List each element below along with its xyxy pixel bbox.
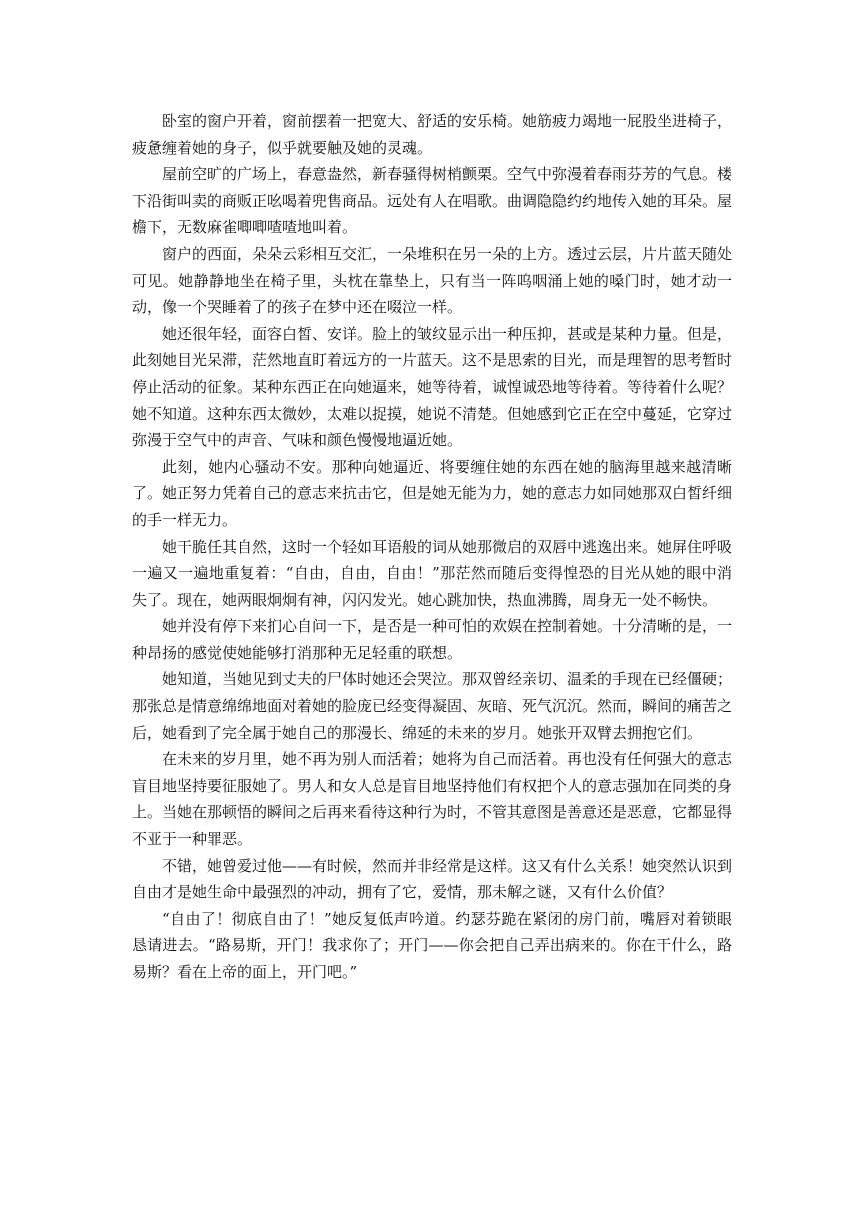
paragraph-2: 屋前空旷的广场上，春意盎然，新春骚得树梢颤栗。空气中弥漫着春雨芬芳的气息。楼下沿街叫卖的商贩正吆喝着兜售商品。远处有人在唱歌。曲调隐隐约约地传入她的耳朵。屋檐下，无数麻雀唧唧喳喳地叫着。 bbox=[132, 165, 733, 237]
paragraph-4: 她还很年轻，面容白皙、安详。脸上的皱纹显示出一种压抑，甚或是某种力量。但是，此刻她目光呆滞，茫然地直盯着远方的一片蓝天。这不是思索的目光，而是理智的思考暂时停止活动的征象。某种东西正在向她逼来，她等待着，诚惶诚恐地等待着。等待着什么呢？她不知道。这种东西太微妙，太难以捉摸，她说不清楚。但她感到它正在空中蔓延，它穿过弥漫于空气中的声音、气味和颜色慢慢地逼近她。 bbox=[132, 324, 733, 450]
paragraph-10: 不错，她曾爱过他——有时候，然而并非经常是这样。这又有什么关系！她突然认识到自由才是她生命中最强烈的冲动，拥有了它，爱情，那未解之谜，又有什么价值？ bbox=[132, 856, 733, 902]
paragraph-6: 她干脆任其自然，这时一个轻如耳语般的词从她那微启的双唇中逃逸出来。她屏住呼吸一遍又一遍地重复着：“自由，自由，自由！”那茫然而随后变得惶恐的目光从她的眼中消失了。现在，她两眼炯炯有神，闪闪发光。她心跳加快，热血沸腾，周身无一处不畅快。 bbox=[132, 537, 733, 609]
paragraph-11: “自由了！彻底自由了！”她反复低声吟道。约瑟芬跪在紧闭的房门前，嘴唇对着锁眼恳请进去。“路易斯，开门！我求你了；开门——你会把自己弄出病来的。你在干什么，路易斯？看在上帝的面上，开门吧。” bbox=[132, 909, 732, 981]
paragraph-8: 她知道，当她见到丈夫的尸体时她还会哭泣。那双曾经亲切、温柔的手现在已经僵硬；那张总是情意绵绵地面对着她的脸庞已经变得凝固、灰暗、死气沉沉。然而，瞬间的痛苦之后，她看到了完全属于她自己的那漫长、绵延的未来的岁月。她张开双臂去拥抱它们。 bbox=[132, 670, 733, 742]
paragraph-7: 她并没有停下来扪心自问一下，是否是一种可怕的欢娱在控制着她。十分清晰的是，一种昂扬的感觉使她能够打消那种无足轻重的联想。 bbox=[132, 617, 733, 662]
paragraph-5: 此刻，她内心骚动不安。那种向她逼近、将要缠住她的东西在她的脑海里越来越清晰了。她正努力凭着自己的意志来抗击它，但是她无能为力，她的意志力如同她那双白皙纤细的手一样无力。 bbox=[132, 457, 733, 529]
article-body bbox=[132, 108, 732, 986]
paragraph-3: 窗户的西面，朵朵云彩相互交汇，一朵堆积在另一朵的上方。透过云层，片片蓝天随处可见。她静静地坐在椅子里，头枕在靠垫上，只有当一阵呜咽涌上她的嗓门时，她才动一动，像一个哭睡着了的孩子在梦中还在啜泣一样。 bbox=[132, 244, 733, 317]
paragraph-1: 卧室的窗户开着，窗前摆着一把宽大、舒适的安乐椅。她筋疲力竭地一屁股坐进椅子，疲惫缠着她的身子，似乎就要触及她的灵魂。 bbox=[132, 112, 733, 157]
paragraph-9: 在未来的岁月里，她不再为别人而活着；她将为自己而活着。再也没有任何强大的意志盲目地坚持要征服她了。男人和女人总是盲目地坚持他们有权把个人的意志强加在同类的身上。当她在那顿悟的瞬间之后再来看待这种行为时，不管其意图是善意还是恶意，它都显得不亚于一种罪恶。 bbox=[132, 750, 733, 849]
